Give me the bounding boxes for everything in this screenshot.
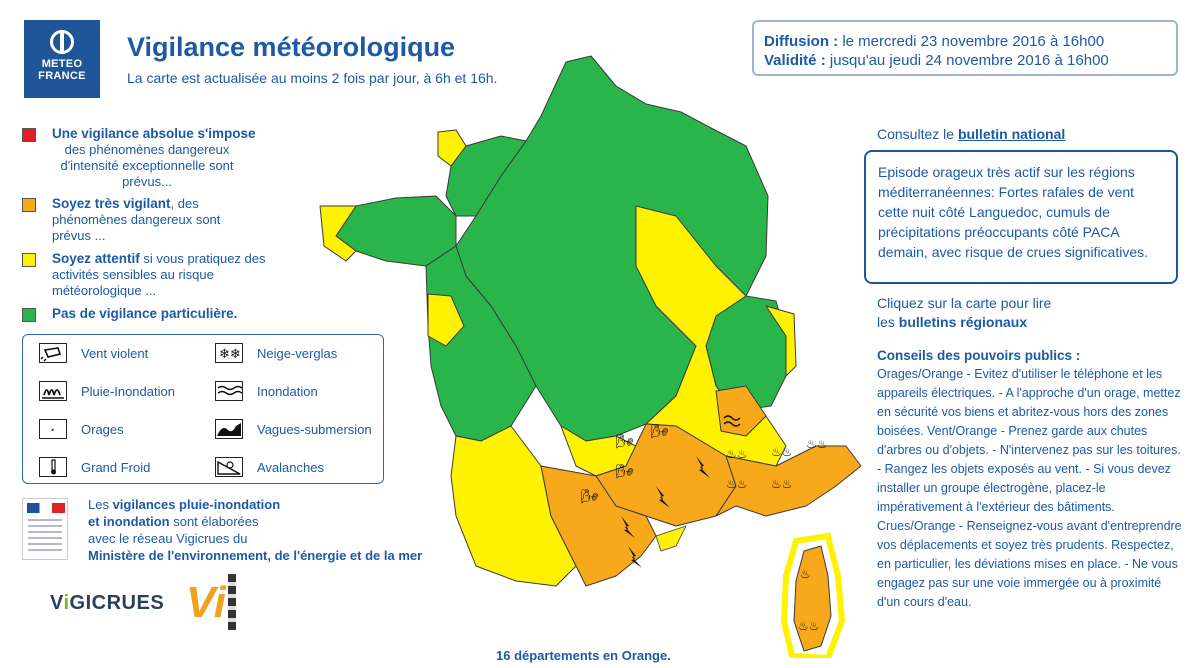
vigicrues-v: V <box>50 592 64 614</box>
legend-pluie-label: Pluie-Inondation <box>81 384 175 399</box>
consultez-pre: Consultez le <box>877 126 958 142</box>
legend-orange-swatch <box>22 198 36 212</box>
meteo-france-logo[interactable] <box>24 20 100 98</box>
map-coast-band-mediterranean <box>656 526 686 551</box>
legend-froid-label: Grand Froid <box>81 460 151 475</box>
vi-logo[interactable]: Vi <box>186 578 226 627</box>
ministry-line1-pre: Les <box>88 497 113 512</box>
legend-vent-label: Vent violent <box>81 346 149 361</box>
conseils-section <box>877 346 1183 612</box>
logo-text-line1: METEO <box>41 58 83 70</box>
meteo-france-emblem-icon <box>50 30 74 54</box>
validite-value: jusqu'au jeudi 24 novembre 2016 à 16h00 <box>829 52 1109 69</box>
french-republic-flag-icon <box>27 503 65 513</box>
map-rain-flood-icon: ♨♨ <box>771 477 793 491</box>
cliquez-text <box>877 294 1051 332</box>
legend-orange-strong: Soyez très vigilant <box>52 196 171 211</box>
ministry-line2-rest: sont élaborées <box>169 514 259 529</box>
logo-text-line2: FRANCE <box>38 70 86 82</box>
map-wind-icon: 🌬 <box>616 464 634 480</box>
map-rain-flood-icon: ♨♨ <box>771 445 793 459</box>
legend-green-swatch <box>22 308 36 322</box>
bulletins-regionaux-link[interactable]: bulletins régionaux <box>898 314 1028 330</box>
diffusion-value: le mercredi 23 novembre 2016 à 16h00 <box>842 33 1105 50</box>
legend-green-strong: Pas de vigilance particulière. <box>52 306 238 321</box>
bulletin-national-link[interactable]: bulletin national <box>957 126 1066 142</box>
vi-logo-gauge-icon <box>228 574 236 630</box>
waves-submersion-icon <box>215 419 243 439</box>
legend-neige-label: Neige-verglas <box>257 346 338 361</box>
map-rain-flood-icon: ♨ <box>800 567 811 581</box>
legend-vagues-label: Vagues-submersion <box>257 422 372 437</box>
diffusion-label: Diffusion : <box>764 33 839 50</box>
legend-red-swatch <box>22 128 36 142</box>
page-subtitle: La carte est actualisée au moins 2 fois par jour, à 6h et 16h. <box>127 70 498 86</box>
flood-icon <box>215 381 243 401</box>
snow-ice-icon <box>215 343 243 363</box>
avalanche-icon <box>215 457 243 477</box>
page-title: Vigilance météorologique <box>127 32 456 62</box>
legend-red-strong: Une vigilance absolue s'impose <box>52 126 256 141</box>
ministry-logo[interactable] <box>22 498 68 560</box>
ministry-line2-strong: et inondation <box>88 514 170 529</box>
vigicrues-logo[interactable] <box>50 592 164 615</box>
map-rain-flood-icon: ♨♨ <box>726 477 748 491</box>
map-rain-flood-icon: ♨♨ <box>726 447 748 461</box>
legend-avalanches-label: Avalanches <box>257 460 324 475</box>
wind-icon <box>39 343 67 363</box>
legend-yellow-swatch <box>22 253 36 267</box>
legend-orages-label: Orages <box>81 422 124 437</box>
thunderstorm-icon <box>39 419 67 439</box>
legend-red-text: des phénomènes dangereux d'intensité exceptionnelle sont prévus... <box>60 142 234 189</box>
map-wind-icon: 🌬 <box>651 424 669 440</box>
vigicrues-i: i <box>63 592 70 614</box>
ministry-logo-text-lines <box>28 519 62 555</box>
legend-inondation-label: Inondation <box>257 384 318 399</box>
thermometer-icon <box>39 457 67 477</box>
bulletin-summary-box: Episode orageux très actif sur les régions méditerranéennes: Fortes rafales de vent cette nuit côté Languedoc, cumuls de précipitations préoccupants côté PACA demain, avec risque de crues significatives. <box>864 150 1178 284</box>
map-wind-icon: 🌬 <box>616 434 634 450</box>
ministry-line1-strong: vigilances pluie-inondation <box>112 497 281 512</box>
map-zone-corsica-orange[interactable] <box>794 546 831 651</box>
cliquez-line1: Cliquez sur la carte pour lire <box>877 295 1052 311</box>
rain-flood-icon <box>39 381 67 401</box>
legend-yellow-strong: Soyez attentif <box>52 251 140 266</box>
ministry-line3: avec le réseau Vigicrues du <box>88 531 248 546</box>
map-wind-icon: 🌬 <box>581 489 599 505</box>
legend-orange-text: , des phénomènes dangereux sont prévus ... <box>52 196 221 243</box>
conseils-text: Orages/Orange - Evitez d'utiliser le téléphone et les appareils électriques. - A l'approche d'un orage, mettez en sécurité vos biens et abritez-vous hors des zones boisées. Vent/Orange - Prenez garde aux chutes d'arbres ou d'objets. - N'intervenez pas sur les toitures. - Rangez les objets exposés au vent. - Si vous devez installer un groupe électrogène, placez-le impérativement à l'extérieur des bâtiments. Crues/Orange - Renseignez-vous avant d'entreprendre vos déplacements et soyez très prudents. Respectez, en particulier, les déviations mises en place. - Ne vous engagez pas sur une voie immergée ou à proximité d'un cours d'eau. <box>877 367 1182 609</box>
orange-departments-count: 16 départements en Orange. <box>496 648 671 663</box>
consultez-line <box>877 125 1065 144</box>
ministry-line4: Ministère de l'environnement, de l'énergie et de la mer <box>88 548 423 563</box>
svg-text:❄❄: ❄❄ <box>219 347 241 362</box>
map-rain-flood-icon: ♨♨ <box>798 619 820 633</box>
conseils-title: Conseils des pouvoirs publics : <box>877 348 1081 363</box>
legend-yellow-text: si vous pratiquez des activités sensibles au risque météorologique ... <box>52 251 266 298</box>
vigicrues-rest: GICRUES <box>69 592 165 614</box>
france-vigilance-map[interactable] <box>316 46 866 658</box>
map-rain-flood-icon: ♨♨ <box>806 437 828 451</box>
cliquez-pre: les <box>877 314 899 330</box>
validite-label: Validité : <box>764 52 826 69</box>
